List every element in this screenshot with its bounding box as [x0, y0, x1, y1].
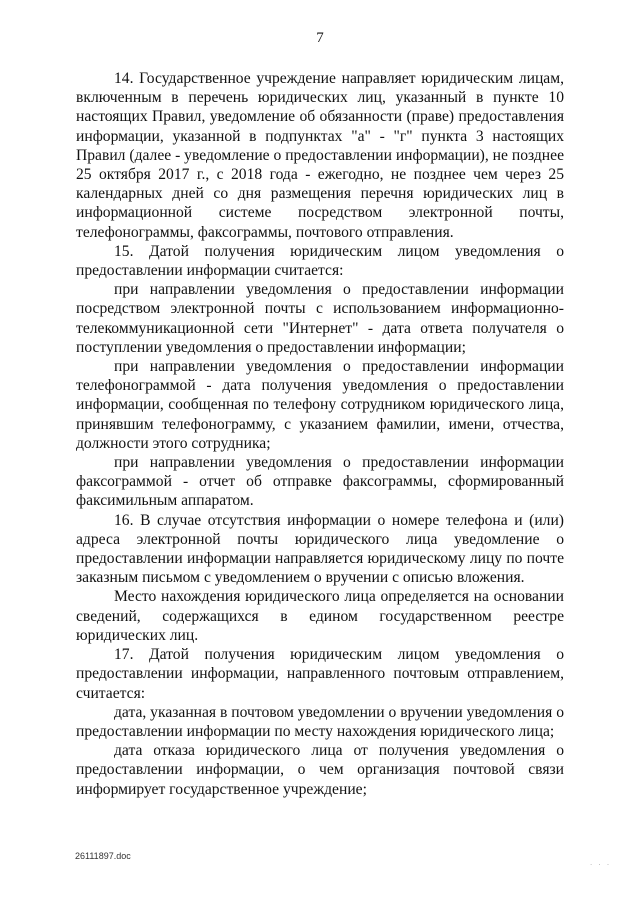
paragraph-17-delivery-date: дата, указанная в почтовом уведомлении о вручении уведомления о предоставлении информации по месту нахождения юридического лица; [76, 703, 564, 740]
document-body [76, 69, 564, 799]
paragraph-17-refusal-date: дата отказа юридического лица от получения уведомления о предоставлении информации, о чем организация почтовой связи информирует государственное учреждение; [76, 742, 564, 798]
paragraph-15-fax: при направлении уведомления о предоставлении информации факсограммой - отчет об отправке факсограммы, сформированный факсимильным аппаратом. [76, 454, 564, 510]
paragraph-15-email: при направлении уведомления о предоставлении информации посредством электронной почты с использованием информационно-телекоммуникационной сети "Интернет" - дата ответа получателя о поступлении уведомления о предоставлении информации; [76, 281, 564, 356]
paragraph-15: 15. Датой получения юридическим лицом уведомления о предоставлении информации считается: [76, 242, 564, 280]
paragraph-14: 14. Государственное учреждение направляет юридическим лицам, включенным в перечень юридических лиц, указанный в пункте 10 настоящих Правил, уведомление об обязанности (праве) предоставления информации, указанной в подпунктах "а" - "г" пункта 3 настоящих Правил (далее - уведомление о предоставлении информации), не позднее 25 октября 2017 г., с 2018 года - ежегодно, не позднее чем через 25 календарных дней со дня размещения перечня юридических лиц в информационной системе посредством электронной почты, телефонограммы, факсограммы, почтового отправления. [76, 70, 564, 241]
paragraph-15-phone: при направлении уведомления о предоставлении информации телефонограммой - дата получения уведомления о предоставлении информации, сообщенная по телефону сотрудником юридического лица, принявшим телефонограмму, с указанием фамилии, имени, отчества, должности этого сотрудника; [76, 358, 564, 452]
page-number: 7 [316, 30, 324, 46]
paragraph-16-location: Место нахождения юридического лица определяется на основании сведений, содержащихся в едином государственном реестре юридических лиц. [76, 588, 564, 644]
scan-artifact: . . . [590, 858, 612, 867]
paragraph-16: 16. В случае отсутствия информации о номере телефона и (или) адреса электронной почты юридического лица уведомление о предоставлении информации направляется юридическому лицу по почте заказным письмом с уведомлением о вручении с описью вложения. [76, 511, 564, 587]
paragraph-17: 17. Датой получения юридическим лицом уведомления о предоставлении информации, направленного почтовым отправлением, считается: [76, 646, 564, 702]
footer-document-code: 26111897.doc [75, 851, 131, 861]
